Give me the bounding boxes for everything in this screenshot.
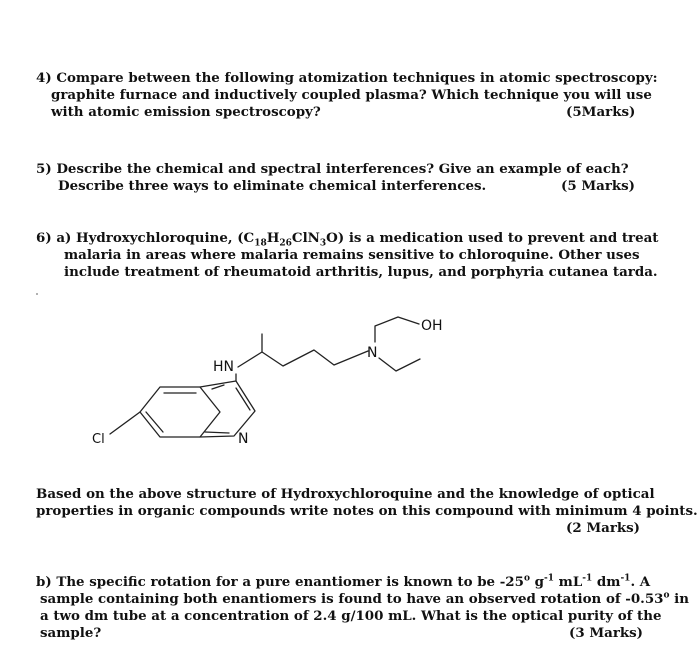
unit-ml: mL [553,574,583,590]
q6b-line-4: sample? [40,625,102,641]
q6b-line-1-start: b) The specific rotation for a pure enantiomer is known to be -25 [36,574,524,590]
hydroxyethyl-bonds [375,317,419,342]
oh-label: OH [421,318,443,334]
degree-symbol-1: o [523,573,530,584]
based-marks: (2 Marks) [566,520,641,536]
q4-line-3: with atomic emission spectroscopy? [51,104,321,120]
q4-line-1: 4) Compare between the following atomization techniques in atomic spectroscopy: [36,70,658,86]
based-paragraph [36,486,698,520]
based-line-1: Based on the above structure of Hydroxychloroquine and the knowledge of optical [36,486,655,502]
formula-h-count: 26 [279,238,292,249]
side-chain-bonds [238,350,368,367]
structure-bonds [110,317,420,437]
unit-ml-exp: -1 [582,573,593,584]
q6b-line-2-start: sample containing both enantiomers is found to have an observed rotation of -0.53 [40,591,664,607]
pyridine-inner-bond-3 [212,385,224,389]
pyridine-ring [200,381,255,437]
based-line-2: properties in organic compounds write notes on this compound with minimum 4 points. [36,503,698,519]
n-amine-label: N [367,345,378,361]
q6b-line-2 [40,591,689,608]
q6b-line-3: a two dm tube at a concentration of 2.4 g/100 mL. What is the optical purity of the [40,608,662,624]
formula-n-count: 3 [319,238,327,249]
unit-g-exp: -1 [543,573,554,584]
hn-label: HN [213,359,234,375]
cl-label: Cl [92,432,105,447]
formula-cln: ClN [291,230,320,246]
q6b-marks: (3 Marks) [569,625,644,641]
q4-line-2: graphite furnace and inductively coupled plasma? Which technique you will use [51,87,652,103]
q6a-line-1-start: 6) a) Hydroxychloroquine, (C [36,230,255,246]
formula-h: H [266,230,280,246]
q6b-line-1 [36,574,685,591]
ethyl-bonds [379,358,420,371]
q6b-line-2-end: in [669,591,689,607]
q5-line-1: 5) Describe the chemical and spectral interferences? Give an example of each? [36,161,629,177]
q5-line-2: Describe three ways to eliminate chemical interferences. [58,178,487,194]
q5-marks: (5 Marks) [561,178,636,194]
benzene-ring [140,387,220,437]
q6a-line-3: include treatment of rheumatoid arthritis, lupus, and porphyria cutanea tarda. [64,264,658,280]
unit-dm: dm [592,574,621,590]
unit-dm-exp: -1 [620,573,631,584]
degree-symbol-2: o [663,590,670,601]
q4-marks: (5Marks) [566,104,636,120]
formula-c-count: 18 [254,238,267,249]
unit-g: g [529,574,544,590]
q6b-line-1-end: . A [630,574,651,590]
pyridine-inner-bond-2 [205,432,229,433]
n-ring-label: N [238,431,249,447]
chloro-bond [110,412,140,434]
q6a-line-2: malaria in areas where malaria remains sensitive to chloroquine. Other uses [64,247,640,263]
q6a-line-1-end: O) is a medication used to prevent and treat [326,230,659,246]
